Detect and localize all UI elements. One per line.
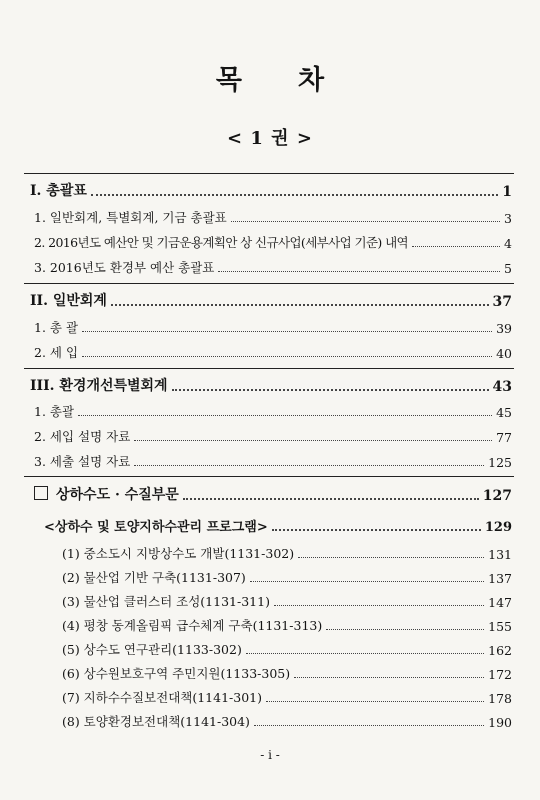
leader-dots [231,221,500,222]
toc-project-entry[interactable] [0,662,540,682]
toc-entry[interactable] [0,231,540,251]
section-divider [24,283,514,284]
toc-page-number: 45 [496,405,512,420]
leader-dots [183,498,479,500]
leader-dots [82,331,492,332]
volume-label: < 1 권 > [227,128,313,149]
toc-page-number: 155 [488,619,512,634]
page-title-char-1: 목 [215,65,242,96]
leader-dots [266,701,484,702]
leader-dots [274,605,484,606]
leader-dots [298,557,484,558]
leader-dots [82,356,492,357]
toc-page-number: 172 [488,667,512,682]
leader-dots [91,194,498,196]
toc-page-number: 40 [496,346,512,361]
toc-page-number: 129 [484,520,512,535]
toc-entry-label: 1. 총괄 [34,404,75,419]
toc-page-number: 3 [504,211,512,226]
toc-page-number: 131 [488,547,512,562]
toc-section-label: III. 환경개선특별회계 [30,378,168,394]
toc-entry-label: (1) 중소도시 지방상수도 개발(1131-302) [62,546,295,561]
toc-division-label: 상하수도 · 수질부문 [56,487,179,503]
toc-page-number: 162 [488,643,512,658]
toc-project-entry[interactable] [0,566,540,586]
leader-dots [134,440,492,441]
leader-dots [326,629,484,630]
toc-page-number: 77 [496,430,512,445]
toc-entry-label: (7) 지하수수질보전대책(1141-301) [62,690,263,705]
section-divider [24,173,514,174]
toc-entry-label: (6) 상수원보호구역 주민지원(1133-305) [62,666,291,681]
toc-page-number: 4 [504,236,512,251]
toc-page-number: 43 [492,379,512,395]
checkbox-square-icon [34,486,48,500]
toc-entry[interactable] [0,316,540,336]
toc-page-number: 125 [488,455,512,470]
toc-page-number: 137 [488,571,512,586]
page-title-char-2: 차 [298,65,325,96]
toc-page-number: 37 [492,294,512,310]
toc-entry-label: 1. 총 괄 [34,320,79,335]
section-divider [24,368,514,369]
toc-program[interactable] [0,515,540,535]
toc-section-1[interactable] [0,180,540,200]
toc-entry-label: 2. 세 입 [34,345,79,360]
toc-page-number: 5 [504,261,512,276]
toc-section-label: I. 총괄표 [30,183,87,199]
leader-dots [250,581,484,582]
toc-section-3[interactable] [0,375,540,395]
toc-entry-label: (3) 물산업 클러스터 조성(1131-311) [62,594,270,609]
toc-entry[interactable] [0,206,540,226]
toc-entry[interactable] [0,256,540,276]
toc-program-label: <상하수 및 토양지하수관리 프로그램> [44,520,268,535]
toc-entry-label: (5) 상수도 연구관리(1133-302) [62,642,242,657]
toc-entry-label: (2) 물산업 기반 구축(1131-307) [62,570,246,585]
leader-dots [78,415,492,416]
toc-project-entry[interactable] [0,542,540,562]
toc-page-number: 190 [488,715,512,730]
leader-dots [218,271,500,272]
toc-project-entry[interactable] [0,614,540,634]
toc-page-number: 178 [488,691,512,706]
toc-section-label: II. 일반회계 [30,293,107,309]
leader-dots [134,465,484,466]
leader-dots [172,389,489,391]
toc-entry-label: (8) 토양환경보전대책(1141-304) [62,714,250,729]
page-title [0,58,540,97]
toc-entry-label: 3. 2016년도 환경부 예산 총괄표 [34,260,215,275]
toc-project-entry[interactable] [0,590,540,610]
toc-page-number: 147 [488,595,512,610]
toc-page-number: 127 [482,488,512,504]
toc-section-2[interactable] [0,290,540,310]
toc-project-entry[interactable] [0,686,540,706]
leader-dots [246,653,484,654]
leader-dots [294,677,484,678]
toc-page-number: 39 [496,321,512,336]
toc-entry-label: (4) 평창 동계올림픽 급수체계 구축(1131-313) [62,618,323,633]
toc-entry-label: 3. 세출 설명 자료 [34,454,131,469]
leader-dots [272,529,481,531]
toc-division[interactable] [0,484,540,504]
toc-page-number: 1 [502,184,512,200]
section-divider [24,476,514,477]
page-footer-number: - i - [260,748,280,762]
leader-dots [254,725,484,726]
toc-entry-label: 2. 세입 설명 자료 [34,429,131,444]
toc-entry[interactable] [0,400,540,420]
toc-entry[interactable] [0,450,540,470]
toc-entry[interactable] [0,425,540,445]
toc-entry[interactable] [0,341,540,361]
toc-entry-label: 1. 일반회계, 특별회계, 기금 총괄표 [34,210,227,225]
toc-project-entry[interactable] [0,710,540,730]
toc-entry-label: 2. 2016년도 예산안 및 기금운용계획안 상 신규사업(세부사업 기준) 내역 [34,235,409,250]
leader-dots [412,246,500,247]
leader-dots [111,304,489,306]
toc-project-entry[interactable] [0,638,540,658]
